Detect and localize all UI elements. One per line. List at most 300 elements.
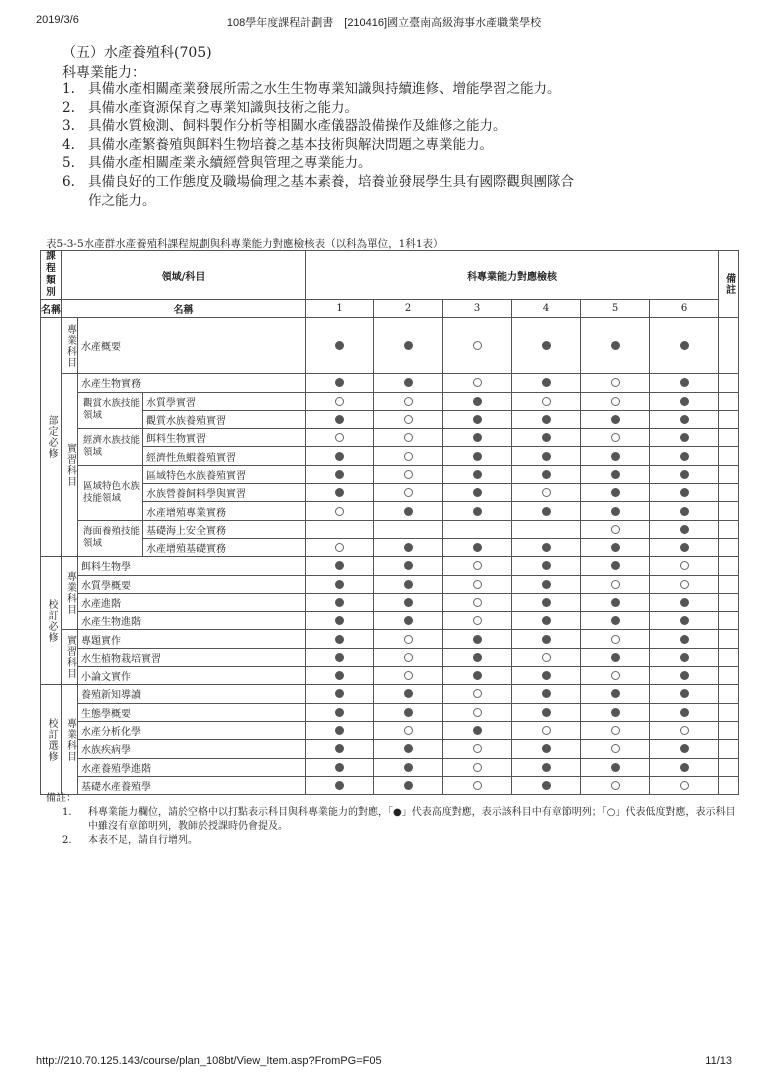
group-required-school: 校訂必修 [41, 557, 62, 685]
mark-cell [374, 557, 443, 575]
ability-item [62, 136, 582, 155]
remark-cell [719, 429, 739, 447]
mark-cell [306, 758, 374, 776]
ability-item [62, 154, 582, 173]
hollow-circle-icon [542, 397, 551, 406]
filled-circle-icon [542, 543, 551, 552]
mark-cell [650, 465, 719, 483]
filled-circle-icon [611, 543, 620, 552]
filled-circle-icon [404, 763, 413, 772]
filled-circle-icon [680, 378, 689, 387]
filled-circle-icon [542, 433, 551, 442]
subject-name: 水產生物進階 [78, 612, 306, 630]
mark-cell [581, 593, 650, 611]
subgroup-practical: 實習科目 [62, 374, 78, 557]
mark-cell [650, 575, 719, 593]
ability-num-header: 2 [374, 300, 443, 318]
hollow-circle-icon [335, 507, 344, 516]
mark-cell [374, 392, 443, 410]
remark-cell [719, 648, 739, 666]
mark-cell [512, 758, 581, 776]
mark-cell [581, 465, 650, 483]
mark-cell [512, 465, 581, 483]
hollow-circle-icon [335, 543, 344, 552]
mark-cell [306, 447, 374, 465]
mark-cell [512, 593, 581, 611]
subject-name: 小論文實作 [78, 667, 306, 685]
mark-cell [650, 484, 719, 502]
filled-circle-icon [611, 561, 620, 570]
hollow-circle-icon [404, 653, 413, 662]
remark-cell [719, 447, 739, 465]
mark-cell [512, 520, 581, 538]
mark-cell [581, 447, 650, 465]
filled-circle-icon [542, 708, 551, 717]
filled-circle-icon [542, 470, 551, 479]
mark-cell [443, 484, 512, 502]
subgroup-marine: 海面養殖技能領域 [78, 520, 143, 557]
mark-cell [374, 447, 443, 465]
group-elective-school: 校訂選修 [41, 685, 62, 795]
subgroup-professional: 專業科目 [62, 318, 78, 374]
filled-circle-icon [335, 580, 344, 589]
mark-cell [306, 667, 374, 685]
subject-name: 專題實作 [78, 630, 306, 648]
filled-circle-icon [473, 653, 482, 662]
mark-cell [306, 374, 374, 392]
mark-cell [581, 648, 650, 666]
mark-cell [306, 593, 374, 611]
remark-cell [719, 758, 739, 776]
mark-cell [306, 318, 374, 374]
subgroup-regional: 區域特色水族技能領域 [78, 465, 143, 520]
filled-circle-icon [611, 616, 620, 625]
mark-cell [374, 612, 443, 630]
filled-circle-icon [404, 580, 413, 589]
ability-item [62, 173, 582, 210]
hollow-circle-icon [404, 433, 413, 442]
print-title: 108學年度課程計劃書 [210416]國立臺南高級海事水產職業學校 [226, 17, 542, 29]
mark-cell [443, 538, 512, 556]
filled-circle-icon [473, 543, 482, 552]
mark-cell [443, 630, 512, 648]
mark-cell [443, 465, 512, 483]
hollow-circle-icon [473, 580, 482, 589]
ability-num-header: 3 [443, 300, 512, 318]
note-num: 1. [62, 807, 72, 818]
remark-cell [719, 557, 739, 575]
remark-cell [719, 538, 739, 556]
mark-cell [306, 484, 374, 502]
ability-num-header: 6 [650, 300, 719, 318]
note-text: 科專業能力欄位，請於空格中以打點表示科目與科專業能力的對應，「●」代表高度對應，表示該科目中有章節明列；「○」代表低度對應，表示科目中雖沒有章節明列，教師於授課時仍會提及。 [88, 807, 736, 832]
hollow-circle-icon [473, 744, 482, 753]
remark-cell [719, 392, 739, 410]
filled-circle-icon [335, 763, 344, 772]
mark-cell [443, 557, 512, 575]
remark-cell [719, 703, 739, 721]
filled-circle-icon [335, 415, 344, 424]
mark-cell [650, 429, 719, 447]
mark-cell [512, 740, 581, 758]
mark-cell [374, 575, 443, 593]
subgroup-practical: 實習科目 [62, 630, 78, 685]
filled-circle-icon [404, 708, 413, 717]
subject-name: 餌料生物學 [78, 557, 306, 575]
subject-name: 養殖新知導讀 [78, 685, 306, 703]
filled-circle-icon [542, 744, 551, 753]
remark-cell [719, 520, 739, 538]
mark-cell [650, 410, 719, 428]
mark-cell [443, 520, 512, 538]
filled-circle-icon [335, 635, 344, 644]
mark-cell [306, 502, 374, 520]
hollow-circle-icon [473, 561, 482, 570]
header-name: 名稱 [41, 300, 62, 318]
mark-cell [374, 429, 443, 447]
filled-circle-icon [473, 635, 482, 644]
filled-circle-icon [680, 744, 689, 753]
mark-cell [581, 667, 650, 685]
mark-cell [443, 318, 512, 374]
mark-cell [512, 721, 581, 739]
mark-cell [650, 721, 719, 739]
mark-cell [374, 648, 443, 666]
mark-cell [443, 392, 512, 410]
ability-item [62, 80, 582, 99]
subject-name: 水族營養飼料學與實習 [143, 484, 306, 502]
filled-circle-icon [404, 341, 413, 350]
mark-cell [512, 557, 581, 575]
hollow-circle-icon [473, 689, 482, 698]
notes-block [46, 792, 736, 848]
filled-circle-icon [680, 452, 689, 461]
ability-item [62, 117, 582, 136]
mark-cell [443, 429, 512, 447]
mark-cell [581, 502, 650, 520]
note-item [46, 806, 736, 834]
mark-cell [443, 703, 512, 721]
table-caption: 表5-3-5水產群水產養殖科課程規劃與科專業能力對應檢核表（以科為單位，1科1表） [46, 238, 444, 250]
filled-circle-icon [542, 452, 551, 461]
filled-circle-icon [335, 616, 344, 625]
remark-cell [719, 575, 739, 593]
filled-circle-icon [473, 452, 482, 461]
mark-cell [374, 703, 443, 721]
filled-circle-icon [611, 488, 620, 497]
hollow-circle-icon [404, 452, 413, 461]
ability-matrix-table [40, 250, 739, 795]
mark-cell [581, 538, 650, 556]
hollow-circle-icon [473, 341, 482, 350]
subject-name: 餌料生物實習 [143, 429, 306, 447]
hollow-circle-icon [404, 635, 413, 644]
filled-circle-icon [542, 378, 551, 387]
mark-cell [443, 410, 512, 428]
ability-num: 4. [62, 136, 75, 153]
group-required-national: 部定必修 [41, 318, 62, 557]
filled-circle-icon [680, 763, 689, 772]
mark-cell [581, 630, 650, 648]
filled-circle-icon [335, 378, 344, 387]
filled-circle-icon [611, 452, 620, 461]
mark-cell [650, 593, 719, 611]
mark-cell [306, 392, 374, 410]
mark-cell [581, 612, 650, 630]
mark-cell [374, 318, 443, 374]
mark-cell [650, 447, 719, 465]
mark-cell [581, 557, 650, 575]
mark-cell [306, 685, 374, 703]
filled-circle-icon [680, 671, 689, 680]
subject-name: 水產生物實務 [78, 374, 306, 392]
note-num: 2. [62, 835, 72, 846]
mark-cell [512, 575, 581, 593]
note-item [46, 834, 736, 848]
hollow-circle-icon [611, 378, 620, 387]
header-domain: 領域/科目 [62, 251, 306, 300]
filled-circle-icon [404, 616, 413, 625]
filled-circle-icon [611, 708, 620, 717]
mark-cell [650, 667, 719, 685]
mark-cell [512, 685, 581, 703]
mark-cell [650, 685, 719, 703]
hollow-circle-icon [542, 653, 551, 662]
filled-circle-icon [611, 470, 620, 479]
hollow-circle-icon [404, 488, 413, 497]
mark-cell [443, 740, 512, 758]
mark-cell [581, 520, 650, 538]
filled-circle-icon [611, 689, 620, 698]
filled-circle-icon [542, 415, 551, 424]
hollow-circle-icon [542, 726, 551, 735]
mark-cell [374, 667, 443, 685]
filled-circle-icon [473, 433, 482, 442]
remark-cell [719, 484, 739, 502]
hollow-circle-icon [611, 433, 620, 442]
hollow-circle-icon [404, 415, 413, 424]
subject-name: 水產養殖學進階 [78, 758, 306, 776]
remark-cell [719, 465, 739, 483]
filled-circle-icon [404, 561, 413, 570]
filled-circle-icon [680, 708, 689, 717]
ability-num-header: 5 [581, 300, 650, 318]
subject-name: 水產進階 [78, 593, 306, 611]
subject-name: 水產增殖專業實務 [143, 502, 306, 520]
filled-circle-icon [335, 561, 344, 570]
ability-num-header: 4 [512, 300, 581, 318]
filled-circle-icon [473, 726, 482, 735]
filled-circle-icon [404, 598, 413, 607]
ability-text: 具備良好的工作態度及職場倫理之基本素養，培養並發展學生具有國際觀與團隊合作之能力。 [88, 173, 574, 209]
filled-circle-icon [335, 671, 344, 680]
note-text: 本表不足，請自行增列。 [88, 835, 198, 846]
mark-cell [443, 758, 512, 776]
ability-text: 具備水產繁養殖與餌料生物培養之基本技術與解決問題之專業能力。 [88, 136, 493, 153]
filled-circle-icon [680, 525, 689, 534]
hollow-circle-icon [473, 598, 482, 607]
mark-cell [306, 410, 374, 428]
mark-cell [374, 374, 443, 392]
mark-cell [512, 538, 581, 556]
mark-cell [443, 685, 512, 703]
subject-name: 區域特色水族養殖實習 [143, 465, 306, 483]
print-url: http://210.70.125.143/course/plan_108bt/View_Item.asp?FromPG=F05 [36, 1055, 382, 1067]
mark-cell [650, 502, 719, 520]
subgroup-professional: 專業科目 [62, 685, 78, 795]
ability-num: 2. [62, 99, 75, 116]
mark-cell [374, 740, 443, 758]
remark-cell [719, 721, 739, 739]
ability-text: 具備水產相關產業發展所需之水生生物專業知識與持續進修、增能學習之能力。 [88, 81, 561, 97]
mark-cell [650, 392, 719, 410]
mark-cell [650, 538, 719, 556]
mark-cell [581, 758, 650, 776]
mark-cell [374, 758, 443, 776]
remark-cell [719, 318, 739, 374]
ability-num: 5. [62, 155, 75, 172]
filled-circle-icon [335, 341, 344, 350]
subject-name: 水產分析化學 [78, 721, 306, 739]
header-category: 課程類別 [41, 251, 62, 300]
filled-circle-icon [335, 452, 344, 461]
hollow-circle-icon [473, 378, 482, 387]
hollow-circle-icon [611, 525, 620, 534]
mark-cell [581, 575, 650, 593]
remark-cell [719, 612, 739, 630]
mark-cell [374, 721, 443, 739]
ability-num: 1. [62, 81, 75, 97]
mark-cell [581, 484, 650, 502]
mark-cell [306, 575, 374, 593]
mark-cell [374, 465, 443, 483]
remark-cell [719, 374, 739, 392]
filled-circle-icon [680, 689, 689, 698]
filled-circle-icon [680, 616, 689, 625]
mark-cell [443, 502, 512, 520]
hollow-circle-icon [680, 580, 689, 589]
ability-text: 具備水產資源保育之專業知識與技術之能力。 [88, 99, 358, 116]
filled-circle-icon [404, 689, 413, 698]
mark-cell [306, 557, 374, 575]
mark-cell [512, 392, 581, 410]
section-title: （五）水產養殖科(705) [62, 45, 212, 61]
hollow-circle-icon [611, 635, 620, 644]
mark-cell [650, 612, 719, 630]
subgroup-professional: 專業科目 [62, 557, 78, 630]
filled-circle-icon [335, 598, 344, 607]
hollow-circle-icon [611, 726, 620, 735]
filled-circle-icon [473, 488, 482, 497]
filled-circle-icon [473, 397, 482, 406]
hollow-circle-icon [611, 671, 620, 680]
mark-cell [581, 374, 650, 392]
filled-circle-icon [335, 488, 344, 497]
filled-circle-icon [680, 433, 689, 442]
mark-cell [306, 538, 374, 556]
print-date: 2019/3/6 [36, 14, 79, 26]
hollow-circle-icon [611, 781, 620, 790]
filled-circle-icon [542, 616, 551, 625]
subject-name: 生態學概要 [78, 703, 306, 721]
hollow-circle-icon [611, 580, 620, 589]
mark-cell [306, 721, 374, 739]
hollow-circle-icon [473, 781, 482, 790]
mark-cell [512, 630, 581, 648]
ability-num: 6. [62, 173, 75, 190]
filled-circle-icon [542, 341, 551, 350]
section-subtitle: 科專業能力： [62, 65, 146, 81]
mark-cell [374, 685, 443, 703]
filled-circle-icon [404, 507, 413, 516]
ability-num: 3. [62, 118, 75, 135]
remark-cell [719, 630, 739, 648]
filled-circle-icon [611, 598, 620, 607]
subject-name: 基礎水產養殖學 [78, 776, 306, 794]
mark-cell [306, 520, 374, 538]
mark-cell [581, 318, 650, 374]
hollow-circle-icon [473, 616, 482, 625]
mark-cell [650, 703, 719, 721]
filled-circle-icon [680, 341, 689, 350]
subject-name: 水族疾病學 [78, 740, 306, 758]
mark-cell [374, 630, 443, 648]
mark-cell [306, 465, 374, 483]
mark-cell [512, 612, 581, 630]
filled-circle-icon [473, 470, 482, 479]
filled-circle-icon [542, 689, 551, 698]
mark-cell [581, 703, 650, 721]
ability-item [62, 99, 582, 118]
filled-circle-icon [680, 470, 689, 479]
mark-cell [443, 612, 512, 630]
filled-circle-icon [542, 671, 551, 680]
header-name-2: 名稱 [62, 300, 306, 318]
mark-cell [512, 502, 581, 520]
mark-cell [512, 374, 581, 392]
subject-name: 水生植物栽培實習 [78, 648, 306, 666]
subgroup-ornamental: 觀賞水族技能領域 [78, 392, 143, 429]
hollow-circle-icon [611, 397, 620, 406]
filled-circle-icon [542, 561, 551, 570]
filled-circle-icon [611, 763, 620, 772]
filled-circle-icon [542, 781, 551, 790]
remark-cell [719, 667, 739, 685]
hollow-circle-icon [404, 726, 413, 735]
mark-cell [650, 630, 719, 648]
mark-cell [650, 318, 719, 374]
filled-circle-icon [335, 744, 344, 753]
hollow-circle-icon [680, 561, 689, 570]
filled-circle-icon [680, 598, 689, 607]
filled-circle-icon [611, 341, 620, 350]
filled-circle-icon [611, 653, 620, 662]
mark-cell [512, 318, 581, 374]
mark-cell [650, 374, 719, 392]
mark-cell [374, 502, 443, 520]
mark-cell [443, 648, 512, 666]
mark-cell [512, 429, 581, 447]
hollow-circle-icon [404, 470, 413, 479]
filled-circle-icon [680, 415, 689, 424]
hollow-circle-icon [473, 708, 482, 717]
mark-cell [581, 740, 650, 758]
ability-text: 具備水質檢測、飼料製作分析等相關水產儀器設備操作及維修之能力。 [88, 118, 507, 135]
mark-cell [581, 721, 650, 739]
mark-cell [581, 392, 650, 410]
remark-cell [719, 593, 739, 611]
mark-cell [306, 703, 374, 721]
